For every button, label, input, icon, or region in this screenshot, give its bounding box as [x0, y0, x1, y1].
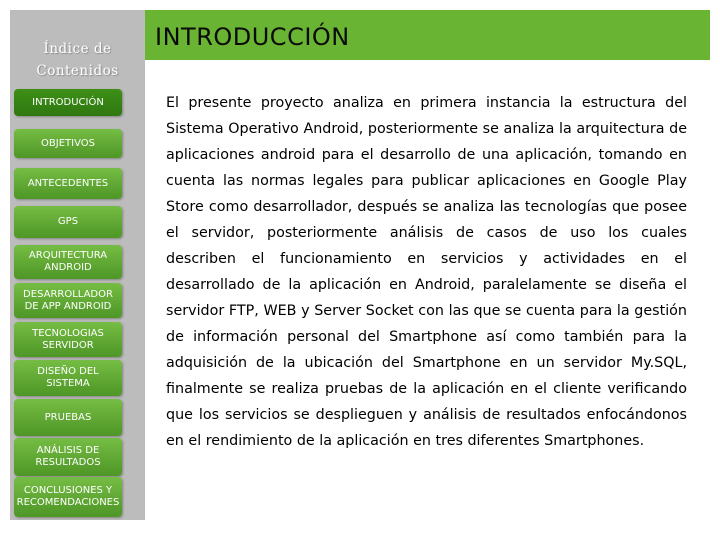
nav-item-gps[interactable]: GPS	[14, 206, 122, 238]
nav-item-diseno-sistema[interactable]: DISEÑO DEL SISTEMA	[14, 360, 122, 396]
nav-item-analisis-resultados[interactable]: ANÁLISIS DE RESULTADOS	[14, 438, 122, 476]
nav-item-arquitectura-android[interactable]: ARQUITECTURA ANDROID	[14, 245, 122, 279]
nav-item-antecedentes[interactable]: ANTECEDENTES	[14, 168, 122, 199]
nav-item-conclusiones[interactable]: CONCLUSIONES Y RECOMENDACIONES	[14, 477, 122, 517]
nav-item-pruebas[interactable]: PRUEBAS	[14, 399, 122, 436]
nav-item-introduccion[interactable]: INTRODUCIÓN	[14, 89, 122, 116]
page-title: INTRODUCCIÓN	[155, 23, 350, 51]
title-bar	[145, 10, 710, 60]
sidebar-title: Índice de Contenidos	[36, 41, 119, 79]
nav-item-desarrollador-app[interactable]: DESARROLLADOR DE APP ANDROID	[14, 283, 122, 318]
nav-item-objetivos[interactable]: OBJETIVOS	[14, 129, 122, 158]
nav-item-tecnologias-servidor[interactable]: TECNOLOGIAS SERVIDOR	[14, 322, 122, 357]
intro-paragraph: El presente proyecto analiza en primera instancia la estructura del Sistema Operativo Android, posteriormente se analiza la arquitectura de aplicaciones android para el desarrollo de una aplicación, tomando en cuenta las normas legales para publicar aplicaciones en Google Play Store como desarrollador, después se analiza las tecnologías que posee el servidor, posteriormente análisis de casos de uso los cuales describen el funcionamiento en servicios y actividades en el desarrollado de la aplicación en Android, paralelamente se diseña el servidor FTP, WEB y Server Socket con las que se cuenta para la gestión de información personal del Smartphone así como también para la adquisición de la ubicación del Smartphone en un servidor My.SQL, finalmente se realiza pruebas de la aplicación en el cliente verificando que los servicios se desplieguen y análisis de resultados enfocándonos en el rendimiento de la aplicación en tres diferentes Smartphones.	[166, 95, 687, 449]
